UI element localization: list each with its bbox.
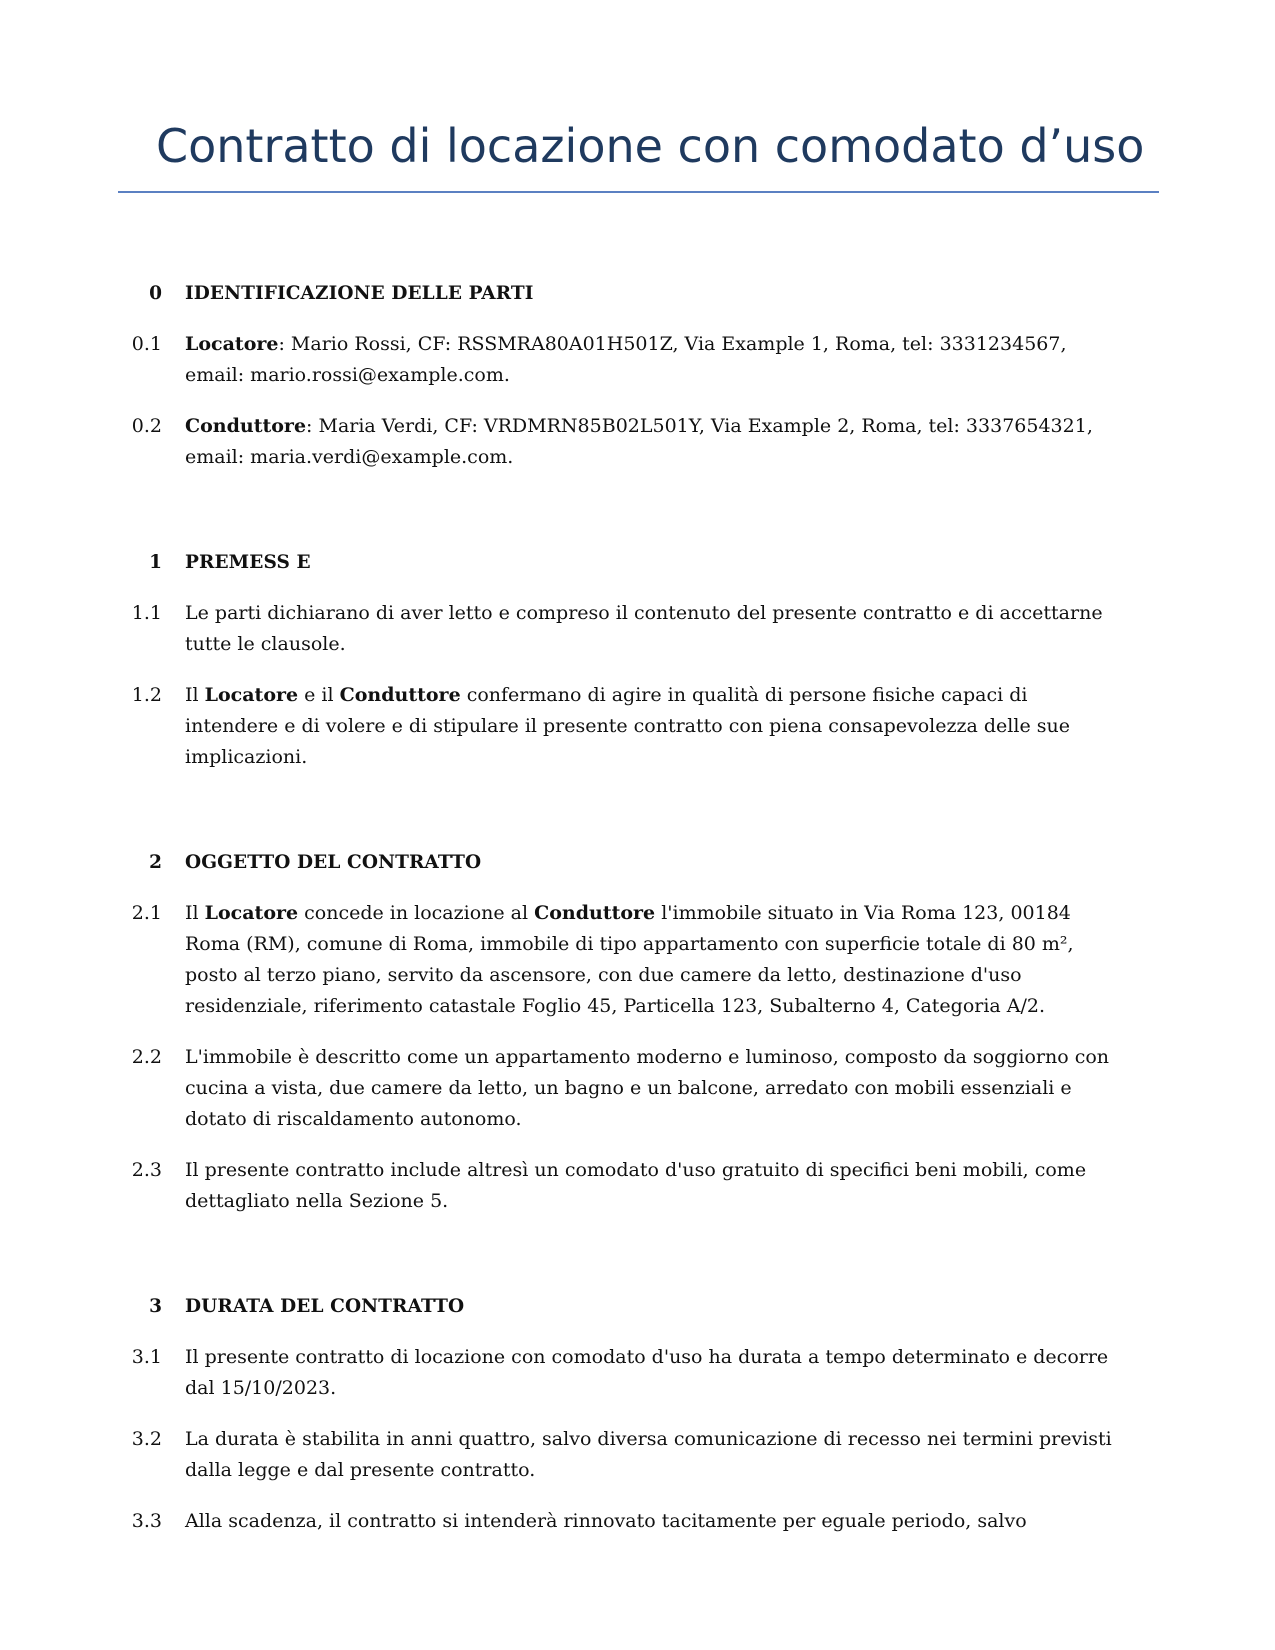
section-number: 3	[149, 1296, 162, 1317]
clause-1-2	[0, 680, 1275, 773]
clause-connector: e il	[298, 684, 340, 706]
clause-number: 0.2	[131, 415, 162, 437]
clause-text: Le parti dichiarano di aver letto e compreso il contenuto del presente contratto e di accettarne tutte le clausole.	[185, 602, 1103, 655]
clause-text	[185, 898, 1120, 1022]
clause-text	[185, 680, 1120, 773]
clause-number: 2.2	[131, 1046, 162, 1068]
clause-3-1	[0, 1342, 1275, 1404]
clause-3-2	[0, 1424, 1275, 1486]
clause-0-2	[0, 411, 1275, 473]
clause-1-1	[0, 598, 1275, 660]
clause-number: 2.3	[131, 1159, 162, 1181]
clause-text: Alla scadenza, il contratto si intenderà rinnovato tacitamente per eguale periodo, salvo	[185, 1510, 1027, 1532]
section-oggetto-contratto	[0, 847, 1275, 1217]
section-heading	[0, 847, 1275, 878]
party-label-locatore: Locatore	[204, 902, 299, 924]
clause-prefix: Il	[185, 902, 205, 924]
clause-3-3	[0, 1506, 1275, 1537]
document-body	[0, 278, 1275, 1537]
title-underline	[118, 191, 1159, 193]
party-label-conduttore: Conduttore	[339, 684, 461, 706]
clause-text: Il presente contratto include altresì un comodato d'uso gratuito di specifici beni mobili, come dettagliato nella Sezione 5.	[185, 1159, 1087, 1212]
clause-text: Il presente contratto di locazione con comodato d'uso ha durata a tempo determinato e decorre dal 15/10/2023.	[185, 1346, 1109, 1399]
section-identificazione-parti	[0, 278, 1275, 473]
clause-2-1	[0, 898, 1275, 1022]
section-premesse	[0, 547, 1275, 773]
clause-text: L'immobile è descritto come un appartamento moderno e luminoso, composto da soggiorno con cucina a vista, due camere da letto, un bagno e un balcone, arredato con mobili essenziali e dotato di riscaldamento autonomo.	[185, 1046, 1110, 1130]
clause-number: 3.2	[131, 1428, 162, 1450]
clause-number: 3.1	[131, 1346, 162, 1368]
party-label-conduttore: Conduttore	[534, 902, 656, 924]
party-label-locatore: Locatore	[204, 684, 299, 706]
clause-0-1	[0, 329, 1275, 391]
clause-number: 3.3	[131, 1510, 162, 1532]
clause-connector: concede in locazione al	[298, 902, 535, 924]
clause-body: confermano di agire in qualità di persone fisiche capaci di intendere e di volere e di stipulare il presente contratto con piena consapevolezza delle sue implicazioni.	[185, 684, 1070, 768]
clause-2-2	[0, 1042, 1275, 1135]
section-title: DURATA DEL CONTRATTO	[185, 1296, 465, 1317]
clause-text	[185, 411, 1120, 473]
clause-number: 1.2	[131, 684, 162, 706]
section-title: OGGETTO DEL CONTRATTO	[185, 852, 482, 873]
section-title: PREMESS E	[185, 552, 311, 573]
section-heading	[0, 278, 1275, 309]
clause-number: 0.1	[131, 333, 162, 355]
section-heading	[0, 547, 1275, 578]
section-number: 1	[149, 552, 162, 573]
section-heading	[0, 1291, 1275, 1322]
party-label-conduttore: Conduttore	[185, 415, 307, 437]
party-label-locatore: Locatore	[185, 333, 279, 355]
section-durata-contratto	[0, 1291, 1275, 1537]
section-number: 2	[149, 852, 162, 873]
clause-number: 2.1	[131, 902, 162, 924]
document-title: Contratto di locazione con comodato d’uso	[156, 119, 1145, 173]
clause-text: La durata è stabilita in anni quattro, salvo diversa comunicazione di recesso nei termini previsti dalla legge e dal presente contratto.	[185, 1428, 1112, 1481]
clause-body: l'immobile situato in Via Roma 123, 00184 Roma (RM), comune di Roma, immobile di tipo appartamento con superficie totale di 80 m², posto al terzo piano, servito da ascensore, con due camere da letto, destinazione d'uso residenziale, riferimento catastale Foglio 45, Particella 123, Subalterno 4, Categoria A/2.	[185, 902, 1074, 1017]
clause-number: 1.1	[131, 602, 162, 624]
clause-prefix: Il	[185, 684, 205, 706]
section-number: 0	[149, 283, 162, 304]
clause-text	[185, 329, 1120, 391]
clause-body: : Maria Verdi, CF: VRDMRN85B02L501Y, Via Example 2, Roma, tel: 3337654321, email: maria.verdi@example.com.	[185, 415, 1093, 468]
section-title: IDENTIFICAZIONE DELLE PARTI	[185, 283, 534, 304]
clause-body: : Mario Rossi, CF: RSSMRA80A01H501Z, Via Example 1, Roma, tel: 3331234567, email: mario.rossi@example.com.	[185, 333, 1067, 386]
clause-2-3	[0, 1155, 1275, 1217]
